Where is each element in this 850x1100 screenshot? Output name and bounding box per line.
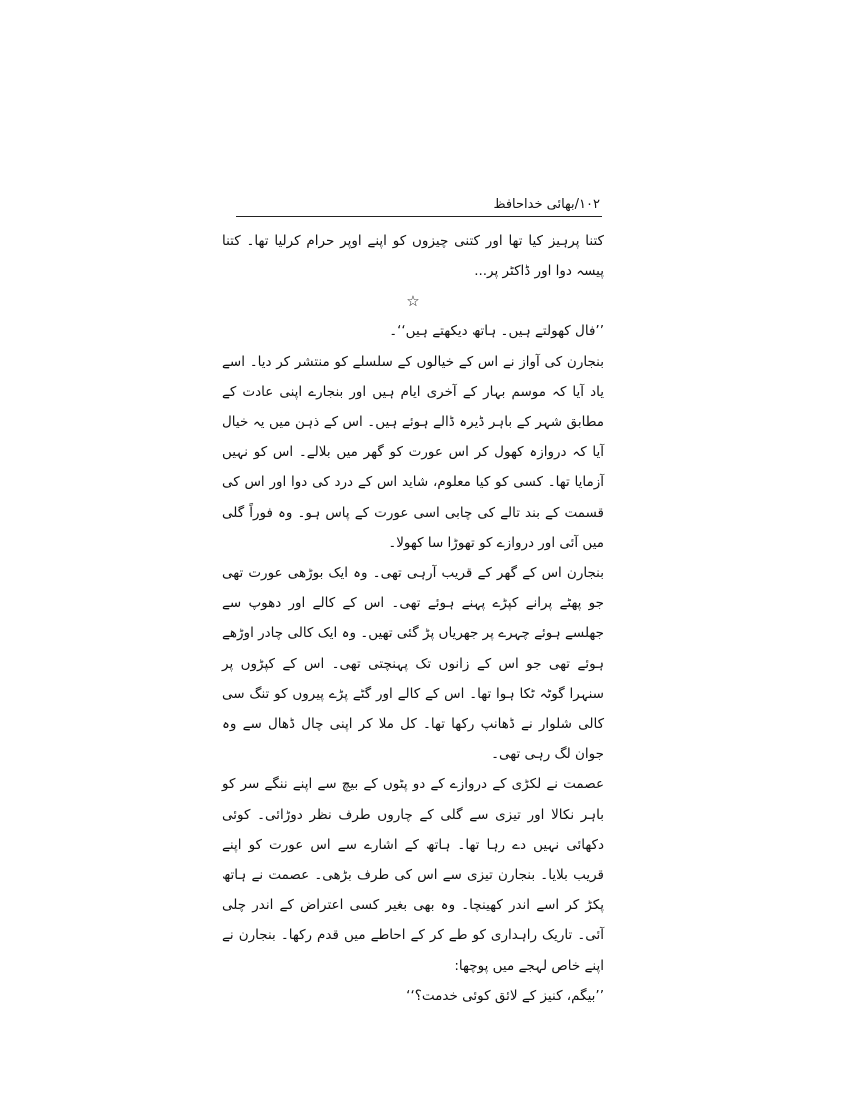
star-ornament-icon: ☆	[406, 292, 420, 311]
paragraph: عصمت نے لکڑی کے دروازے کے دو پٹوں کے بیچ سے اپنے ننگے سر کو باہر نکالا اور تیزی سے گلی کے چاروں طرف نظر دوڑائی۔ کوئی دکھائی نہیں دے رہا تھا۔ ہاتھ کے اشارے سے اس عورت کو اپنے قریب بلایا۔ بنجارن تیزی سے اس کی طرف بڑھی۔ عصمت نے ہاتھ پکڑ کر اسے اندر کھینچا۔ وہ بھی بغیر کسی اعتراض کے اندر چلی آئی۔ تاریک راہداری کو طے کر کے احاطے میں قدم رکھا۔ بنجارن نے اپنے خاص لہجے میں پوچھا:	[222, 776, 604, 974]
dialogue-line: ’’فال کھولتے ہیں۔ ہاتھ دیکھتے ہیں‘‘۔	[389, 323, 604, 340]
dialogue-line: ’’بیگم، کنیز کے لائق کوئی خدمت؟‘‘	[406, 987, 604, 1004]
paragraph: بنجارن کی آواز نے اس کے خیالوں کے سلسلے کو منتشر کر دیا۔ اسے یاد آیا کہ موسم بہار کے آخری ایام ہیں اور بنجارے اپنی عادت کے مطابق شہر کے باہر ڈیرہ ڈالے ہوئے ہیں۔ اس کے ذہن میں یہ خیال آیا کہ دروازہ کھول کر اس عورت کو گھر میں بلالے۔ اس کو نہیں آزمایا تھا۔ کسی کو کیا معلوم، شاید اس کے درد کی دوا اور اس کی قسمت کے بند تالے کی چابی اسی عورت کے پاس ہو۔ وہ فوراً گلی میں آئی اور دروازے کو تھوڑا سا کھولا۔	[222, 353, 604, 551]
paragraph: بنجارن اس کے گھر کے قریب آرہی تھی۔ وہ ایک بوڑھی عورت تھی جو پھٹے پرانے کپڑے پہنے ہوئے تھی۔ اس کے کالے اور دھوپ سے جھلسے ہوئے چہرے پر جھریاں پڑ گئی تھیں۔ وہ ایک کالی چادر اوڑھے ہوئے تھی جو اس کے زانوں تک پہنچتی تھی۔ اس کے کپڑوں پر سنہرا گوٹہ ٹکا ہوا تھا۔ اس کے کالے اور گٹے پڑے پیروں کو تنگ سی کالی شلوار نے ڈھانپ رکھا تھا۔ کل ملا کر اپنی چال ڈھال سے وہ جوان لگ رہی تھی۔	[222, 565, 604, 763]
header-divider	[236, 216, 602, 217]
running-header	[236, 196, 600, 214]
continuation-line: کتنا پرہیز کیا تھا اور کتنی چیزوں کو اپنے اوپر حرام کرلیا تھا۔ کتنا پیسہ دوا اور ڈاکٹر پر...	[222, 233, 604, 280]
page-number-and-title: ۱۰۲/بھائی خداحافظ	[493, 197, 600, 212]
page-body	[222, 226, 604, 1011]
